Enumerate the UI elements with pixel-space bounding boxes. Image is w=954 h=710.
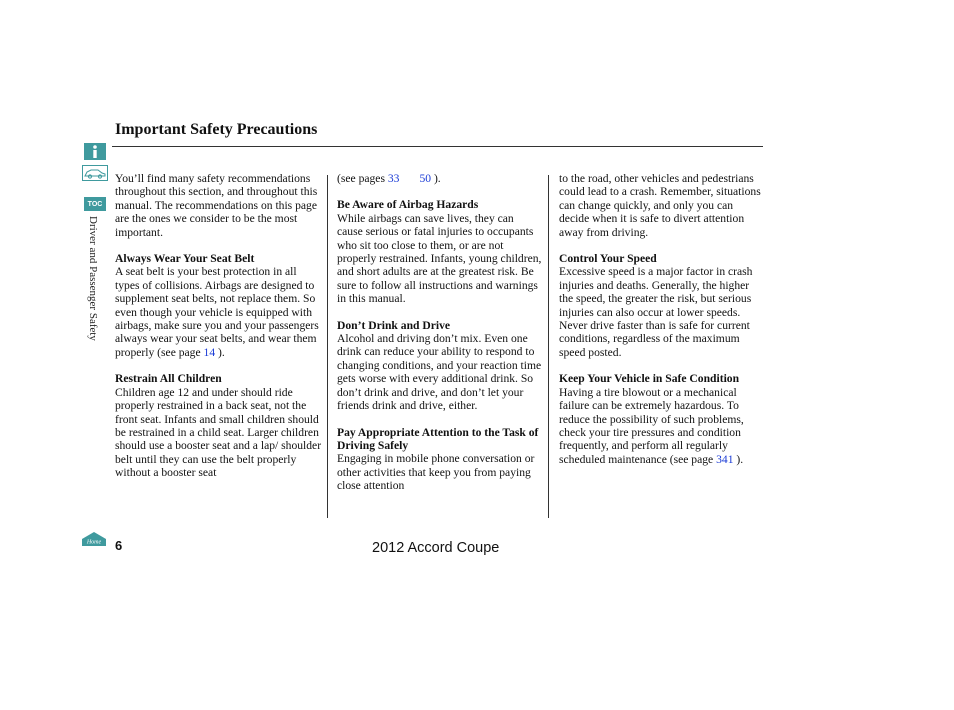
continued-text: (see pages 33 50 ). [337, 172, 441, 185]
column-divider [327, 175, 328, 518]
model-footer: 2012 Accord Coupe [372, 540, 500, 556]
heading-seat-belt: Always Wear Your Seat Belt [115, 252, 255, 266]
home-label: Home [86, 539, 102, 546]
heading-airbag-hazards: Be Aware of Airbag Hazards [337, 198, 479, 212]
info-icon [91, 145, 99, 158]
column-3 [559, 172, 764, 479]
page-title: Important Safety Precautions [115, 121, 318, 138]
restrain-children-text: Children age 12 and under should ride properly restrained in a back seat, not the front seat. Infants and small children should be restrained in a child seat. Larger children should use a booster seat and a lap/ shoulder belt until they can use the belt properly without a booster seat [115, 385, 322, 480]
intro-text: You’ll find many safety recommendations throughout this section, and throughout this manual. The recommendations on this page are the ones we consider to be the most important. [115, 172, 318, 239]
seat-belt-text: A seat belt is your best protection in all types of collisions. Airbags are designed to supplement seat belts, not replace them. So even though your vehicle is equipped with airbags, make sure you and your passengers always wear your seat belts, and wear them properly (see page 14 ). [115, 265, 319, 359]
car-icon [84, 167, 106, 179]
continued-text: to the road, other vehicles and pedestrians could lead to a crash. Remember, situations can change quickly, and only you can decide when it is safe to divert attention away from driving. [559, 172, 761, 239]
airbag-hazards-text: While airbags can save lives, they can cause serious or fatal injuries to occupants who sit too close to them, or are not properly restrained. Infants, young children, and short adults are at the greatest risk. Be sure to follow all instructions and warnings in this manual. [337, 211, 542, 306]
home-button[interactable] [81, 531, 107, 547]
heading-drink-drive: Don’t Drink and Drive [337, 318, 451, 332]
control-speed-text: Excessive speed is a major factor in crash injuries and deaths. Generally, the higher the speed, the greater the risk, but serious injuries can also occur at lower speeds. Never drive faster than is safe for current conditions, regardless of the maximum speed posted. [559, 265, 753, 359]
heading-attention: Pay Appropriate Attention to the Task of Driving Safely [337, 425, 539, 452]
safe-condition-text: Having a tire blowout or a mechanical failure can be extremely hazardous. To reduce the possibility of such problems, check your tire pressures and condition frequently, and perform all regularly scheduled maintenance (see page 341 ). [559, 385, 744, 466]
info-button[interactable] [84, 143, 106, 160]
title-rule [112, 146, 763, 147]
column-divider [548, 175, 549, 518]
car-index-button[interactable] [82, 165, 108, 181]
drink-drive-text: Alcohol and driving don’t mix. Even one drink can reduce your ability to respond to changing conditions, and your reaction time gets worse with every additional drink. So don’t drink and drive, and don’t let your friends drink and drive, either. [337, 332, 542, 413]
home-icon [81, 531, 107, 547]
page-number: 6 [115, 538, 123, 553]
page-link-14[interactable]: 14 [203, 345, 216, 359]
page-link-341[interactable]: 341 [716, 452, 734, 466]
heading-restrain-children: Restrain All Children [115, 372, 222, 386]
page-link-33[interactable]: 33 [387, 172, 400, 185]
page-link-50[interactable]: 50 [419, 172, 432, 185]
heading-safe-condition: Keep Your Vehicle in Safe Condition [559, 372, 740, 386]
toc-button[interactable]: TOC [84, 197, 106, 211]
column-1 [115, 172, 323, 493]
heading-control-speed: Control Your Speed [559, 252, 657, 266]
attention-text: Engaging in mobile phone conversation or other activities that keep you from paying close attention [337, 452, 535, 493]
section-side-label: Driver and Passenger Safety [87, 216, 99, 341]
column-2 [337, 172, 542, 506]
